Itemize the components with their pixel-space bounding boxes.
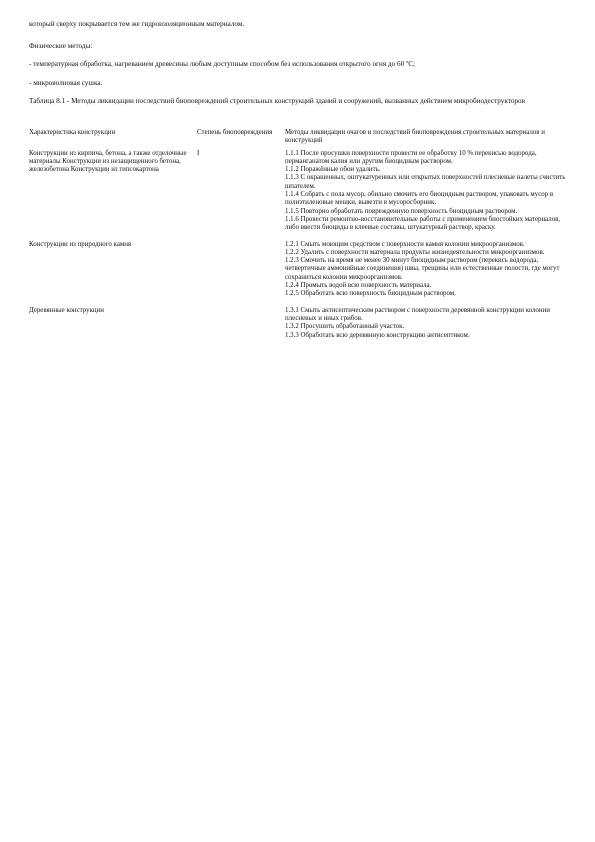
- table-row: [29, 307, 569, 348]
- cell-degree: I: [197, 149, 200, 157]
- header-methods: Методы ликвидации очагов и последствий биоповреждения строительных материалов и конструкций: [285, 129, 545, 145]
- cell-methods: [285, 241, 569, 307]
- table-row: [29, 241, 569, 307]
- method-step: 1.1.4 Собрать с пола мусор, обильно смочить его биоцидным раствором, упаковать мусор в полиэтиленовые мешки, вывезти в мусоросборник.: [285, 191, 554, 207]
- biodamage-methods-table: [29, 129, 569, 348]
- method-step: 1.1.1 После просушки поверхности провести ее обработку 10 % перекисью водорода, перманганатом калия или другим биоцидным раствором.: [285, 149, 537, 165]
- cell-methods: [285, 307, 569, 348]
- method-step: 1.2.3 Смочить на время не менее 30 минут биоцидным раствором (перекись водорода, четвертичные аммонийные соединения) швы, трещины или естественные полости, где могут сохраниться колонии микроорганизмов.: [285, 257, 560, 281]
- cell-characteristic: Конструкции из природного камня: [29, 240, 132, 248]
- method-step: 1.3.1 Смыть антисептическим раствором с поверхности деревянной конструкции колонии плесневых и иных грибов.: [285, 306, 550, 322]
- paragraph-temperature-treatment: - температурная обработка, нагреванием древесины любым доступным способом без использования открытого огня до 60 ºС;: [29, 60, 415, 68]
- method-step: 1.2.4 Промыть водой всю поверхность материала.: [285, 282, 432, 290]
- table-caption: Таблица 8.1 - Методы ликвидации последствий биоповреждений строительных конструкций зданий и сооружений, вызванных действием микробиодеструкторов: [29, 97, 526, 105]
- method-step: 1.2.2 Удалить с поверхности материала продукты жизнедеятельности микроорганизмов.: [285, 248, 545, 256]
- method-step: 1.1.2 Поражённые обои удалить.: [285, 166, 381, 174]
- table-header-row: [29, 129, 569, 150]
- cell-characteristic: Конструкции из кирпича, бетона, а также отделочные материалы Конструкции из незащищенного бетона, железобетона Конструкции из гипсокартона: [29, 149, 187, 174]
- method-step: 1.1.3 С окрашенных, оштукатуренных или открытых поверхностей плесневые налеты счистить шпателем.: [285, 174, 566, 190]
- cell-methods: [285, 150, 569, 241]
- paragraph-microwave-drying: - микроволновая сушка.: [29, 79, 103, 87]
- method-step: 1.2.1 Смыть моющим средством с поверхности камня колонии микроорганизмов.: [285, 240, 525, 248]
- table-row: [29, 150, 569, 241]
- paragraph-continuation: который сверху покрывается тем же гидроизоляционным материалом.: [29, 20, 245, 28]
- paragraph-physical-methods-heading: Физические методы:: [29, 42, 93, 50]
- cell-degree: [197, 241, 285, 307]
- header-degree: Степень биоповреждения: [197, 129, 273, 136]
- method-step: 1.1.5 Повторно обработать поврежденную поверхность биоцидным раствором.: [285, 207, 518, 215]
- header-characteristic: Характеристика конструкции: [29, 129, 116, 136]
- method-step: 1.2.5 Обработать всю поверхность биоцидным раствором.: [285, 290, 456, 298]
- cell-degree: [197, 307, 285, 348]
- method-step: 1.3.2 Просушить обработанный участок.: [285, 323, 405, 331]
- cell-characteristic: Деревянные конструкции: [29, 306, 104, 314]
- method-step: 1.1.6 Провести ремонтно-восстановительные работы с применением биостойких материалов, либо ввести биоциды в клеевые составы, штукатурный раствор, краску.: [285, 215, 561, 232]
- method-step: 1.3.3 Обработать всю деревянную конструкцию антисептиком.: [285, 331, 470, 339]
